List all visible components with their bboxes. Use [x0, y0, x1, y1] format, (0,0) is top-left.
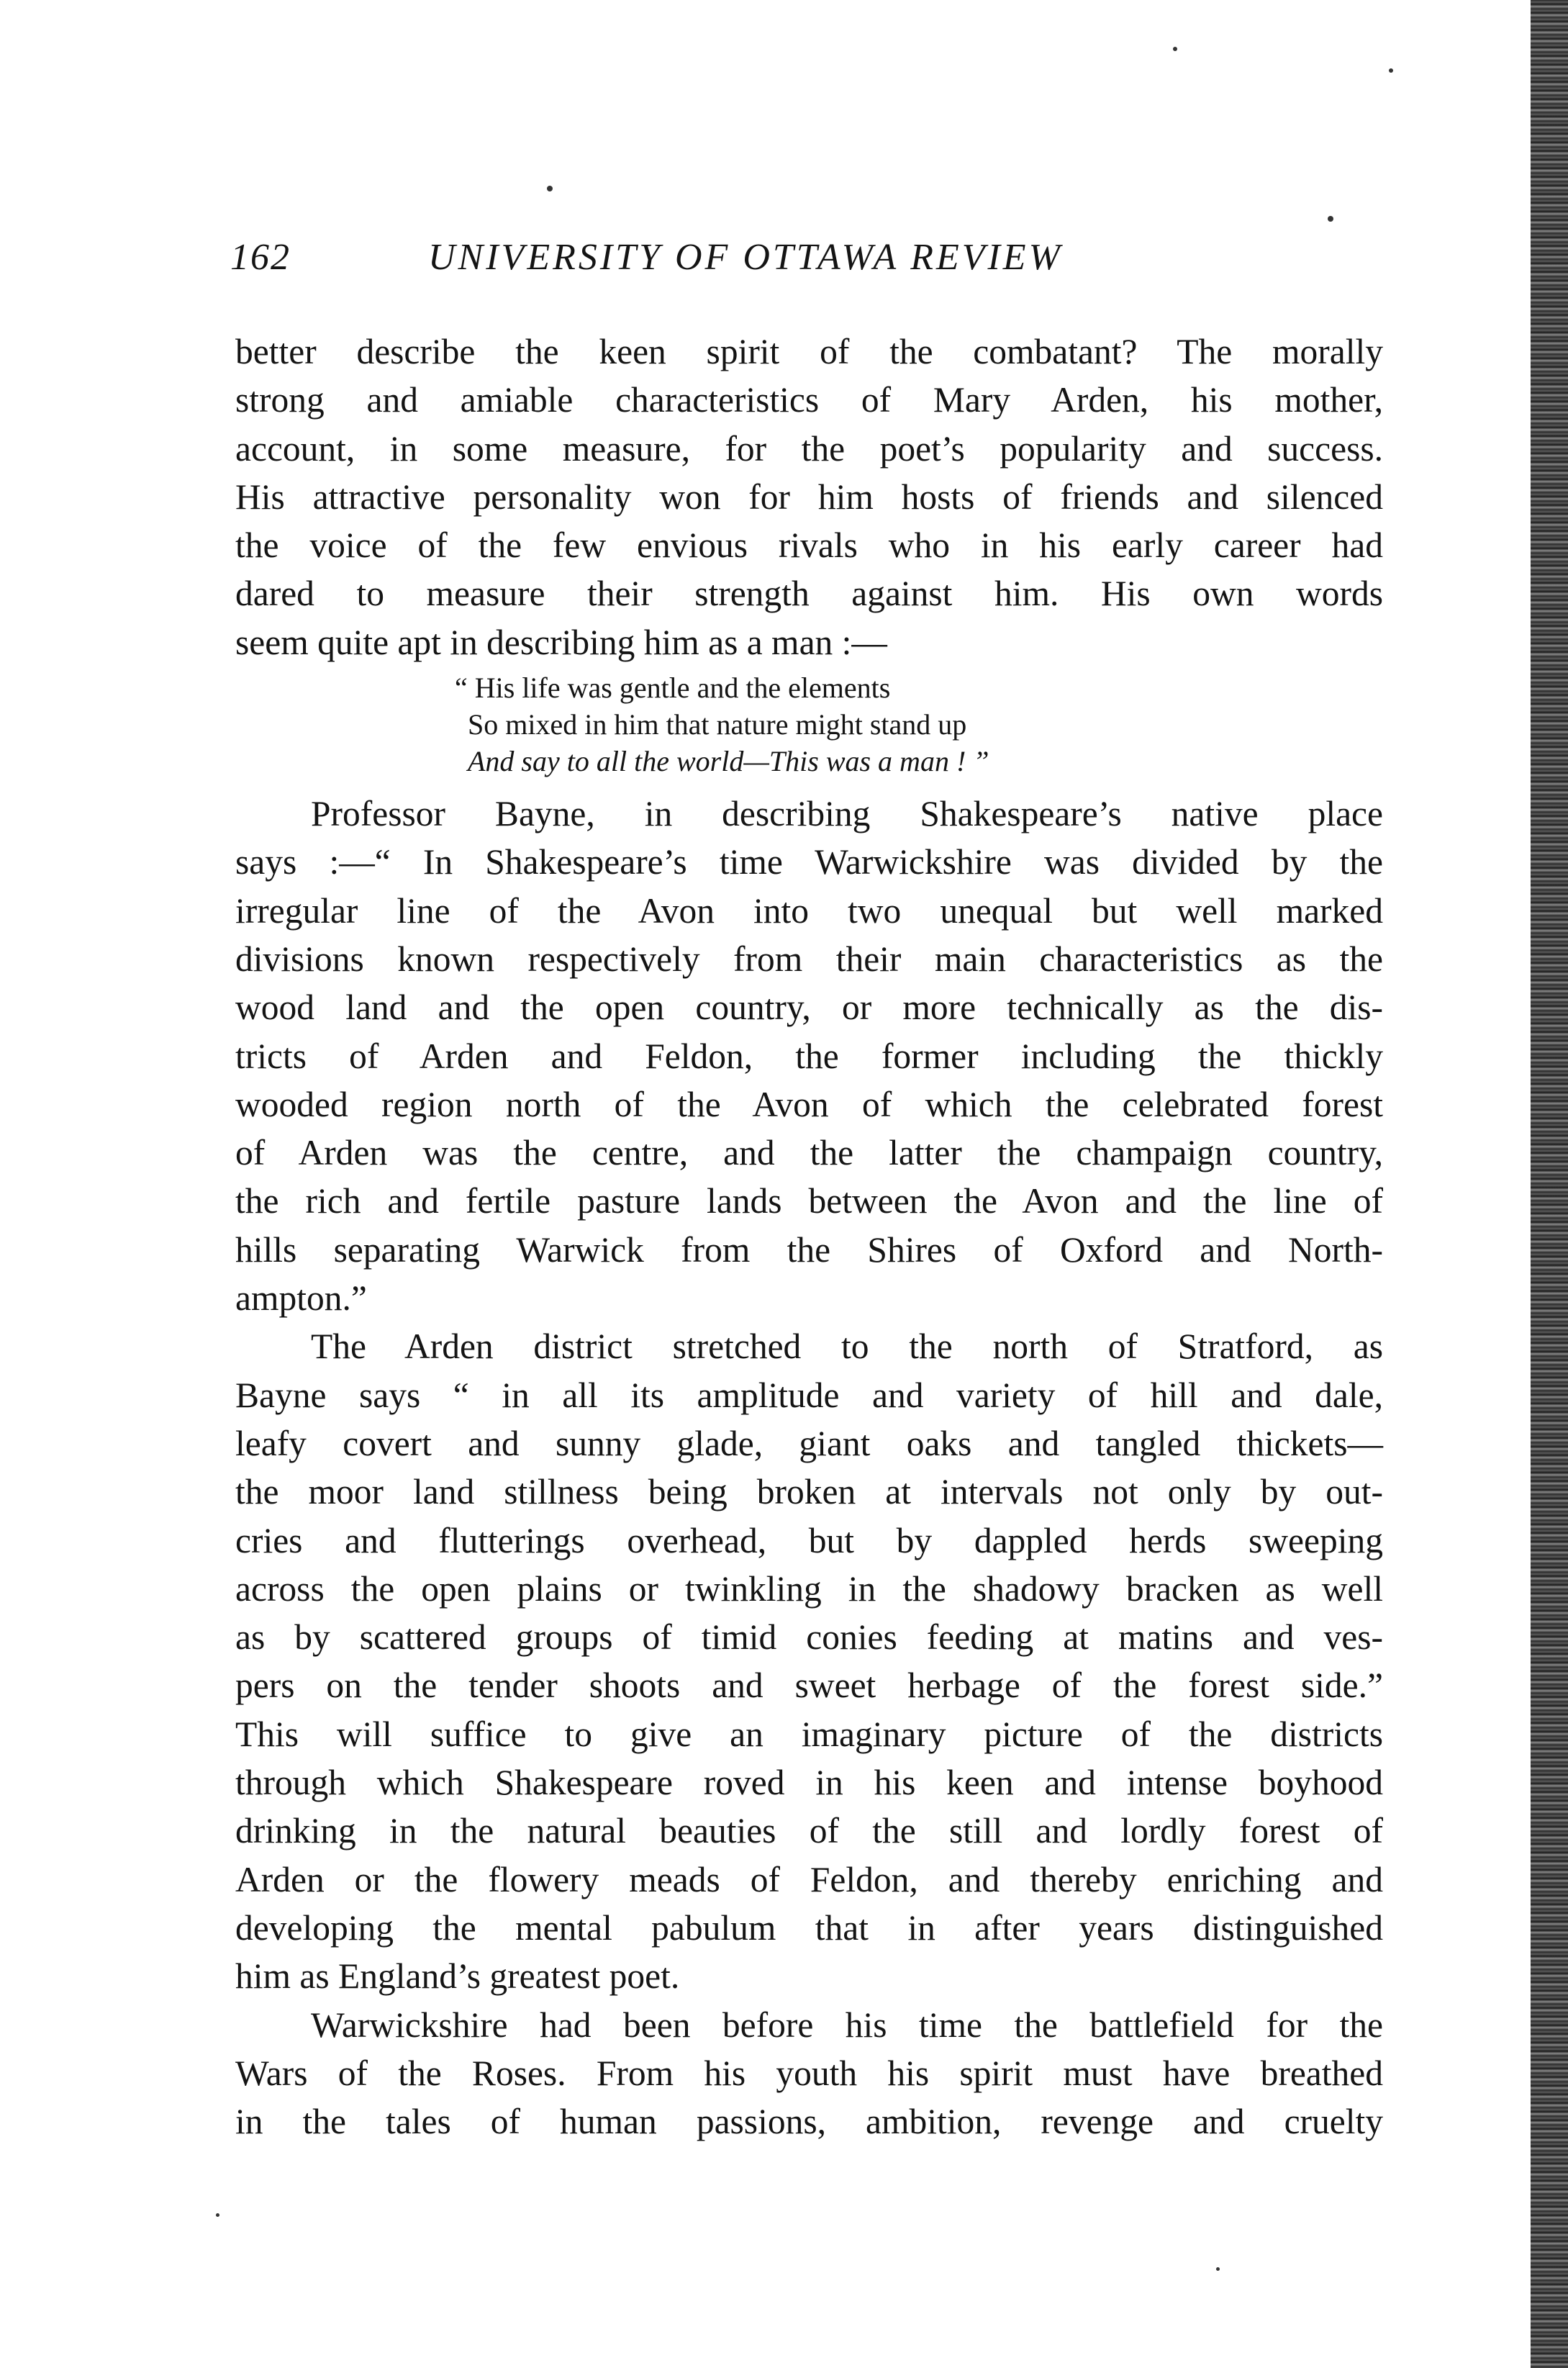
text-line: strong and amiable characteristics of Mary Arden, his mother,: [235, 380, 1383, 420]
text-line: wood land and the open country, or more technically as the dis-: [235, 988, 1383, 1028]
verse-quotation: [235, 669, 1383, 779]
text-line: Warwickshire had been before his time the battlefield for the: [311, 2005, 1383, 2045]
text-line: of Arden was the centre, and the latter the champaign country,: [235, 1133, 1383, 1173]
running-title: UNIVERSITY OF OTTAWA REVIEW: [428, 237, 1063, 278]
scan-speck: [1216, 2267, 1220, 2271]
text-line: across the open plains or twinkling in the shadowy bracken as well: [235, 1568, 1383, 1609]
scan-speck: [216, 2213, 219, 2217]
text-line: drinking in the natural beauties of the still and lordly forest of: [235, 1811, 1383, 1851]
text-line: Wars of the Roses. From his youth his spirit must have breathed: [235, 2053, 1383, 2093]
text-line: irregular line of the Avon into two unequal but well marked: [235, 890, 1383, 931]
text-line: ampton.”: [235, 1278, 367, 1319]
text-line: His attractive personality won for him hosts of friends and silenced: [235, 476, 1383, 517]
page-header: [230, 236, 1382, 294]
text-line: in the tales of human passions, ambition, revenge and cruelty: [235, 2102, 1383, 2142]
text-line: tricts of Arden and Feldon, the former including the thickly: [235, 1036, 1383, 1076]
text-line: pers on the tender shoots and sweet herbage of the forest side.”: [235, 1666, 1383, 1706]
quote-line: So mixed in him that nature might stand up: [468, 708, 967, 741]
scan-speck: [1328, 216, 1333, 222]
scanned-page-edge: [1531, 0, 1568, 2368]
text-line: wooded region north of the Avon of which the celebrated forest: [235, 1084, 1383, 1124]
text-line: says :—“ In Shakespeare’s time Warwickshire was divided by the: [235, 842, 1383, 882]
scan-speck: [547, 186, 553, 191]
text-line: seem quite apt in describing him as a man :—: [235, 622, 887, 662]
quote-line: “ His life was gentle and the elements: [455, 672, 891, 705]
text-line: hills separating Warwick from the Shires of Oxford and North-: [235, 1229, 1383, 1270]
quote-line: [455, 743, 1383, 779]
text-line: divisions known respectively from their main characteristics as the: [235, 939, 1383, 979]
text-line: Bayne says “ in all its amplitude and variety of hill and dale,: [235, 1375, 1383, 1415]
body-text: [235, 327, 1383, 2146]
text-line: the voice of the few envious rivals who in his early career had: [235, 525, 1383, 566]
text-line: him as England’s greatest poet.: [235, 1956, 680, 1997]
text-line: leafy covert and sunny glade, giant oaks and tangled thickets—: [235, 1423, 1383, 1463]
text-line: This will suffice to give an imaginary picture of the districts: [235, 1714, 1383, 1754]
text-line: through which Shakespeare roved in his keen and intense boyhood: [235, 1763, 1383, 1803]
text-line: better describe the keen spirit of the combatant? The morally: [235, 332, 1383, 371]
text-line: The Arden district stretched to the north of Stratford, as: [311, 1327, 1383, 1367]
scan-speck: [1389, 68, 1393, 73]
quote-line-italic: And say to all the world—This was a man ! ”: [468, 745, 989, 778]
text-line: Arden or the flowery meads of Feldon, and thereby enriching and: [235, 1859, 1383, 1899]
text-line: the rich and fertile pasture lands between the Avon and the line of: [235, 1181, 1383, 1221]
scan-speck: [1173, 47, 1177, 51]
text-line: developing the mental pabulum that in after years distinguished: [235, 1907, 1383, 1948]
text-line: as by scattered groups of timid conies feeding at matins and ves-: [235, 1617, 1383, 1658]
text-line: dared to measure their strength against him. His own words: [235, 574, 1383, 614]
text-line: Professor Bayne, in describing Shakespeare’s native place: [311, 794, 1383, 834]
text-line: cries and flutterings overhead, but by dappled herds sweeping: [235, 1520, 1383, 1560]
text-line: account, in some measure, for the poet’s popularity and success.: [235, 428, 1383, 469]
text-line: the moor land stillness being broken at intervals not only by out-: [235, 1472, 1383, 1512]
page-number: 162: [230, 237, 291, 278]
